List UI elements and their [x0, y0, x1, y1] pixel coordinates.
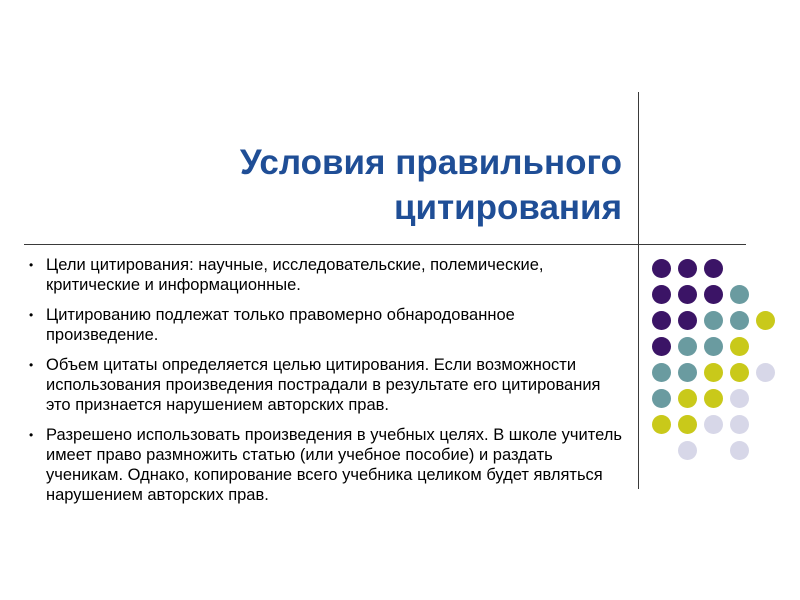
bullet-icon: • — [29, 428, 34, 442]
dot-yellow — [756, 311, 775, 330]
bullet-item — [24, 305, 624, 345]
dot-purple — [704, 259, 723, 278]
dot-purple — [652, 311, 671, 330]
dot-teal — [704, 311, 723, 330]
dot-lavender — [678, 441, 697, 460]
dot-purple — [652, 285, 671, 304]
bullet-text: Цитированию подлежат только правомерно обнародованное произведение. — [46, 306, 515, 344]
dot-yellow — [678, 415, 697, 434]
dot-teal — [730, 285, 749, 304]
dot-purple — [678, 259, 697, 278]
dot-purple — [704, 285, 723, 304]
dot-yellow — [730, 363, 749, 382]
dot-lavender — [730, 415, 749, 434]
horizontal-divider — [24, 244, 746, 245]
bullet-item — [24, 425, 624, 505]
bullet-text: Разрешено использовать произведения в учебных целях. В школе учитель имеет право размножить статью (или учебное пособие) и раздать ученикам. Однако, копирование всего учебника целиком будет являться нарушением авторских прав. — [46, 426, 622, 504]
dot-yellow — [678, 389, 697, 408]
vertical-divider — [638, 92, 639, 489]
dot-lavender — [730, 389, 749, 408]
dot-lavender — [756, 363, 775, 382]
bullet-list — [24, 255, 624, 515]
title-line-1: Условия правильного — [239, 143, 622, 182]
dot-yellow — [652, 415, 671, 434]
dot-teal — [678, 337, 697, 356]
dot-teal — [678, 363, 697, 382]
dot-teal — [652, 389, 671, 408]
dot-lavender — [730, 441, 749, 460]
title-line-2: цитирования — [393, 188, 622, 227]
bullet-icon: • — [29, 358, 34, 372]
bullet-icon: • — [29, 258, 34, 272]
bullet-icon: • — [29, 308, 34, 322]
decorative-dot-grid — [652, 259, 782, 459]
bullet-item — [24, 255, 624, 295]
dot-yellow — [704, 389, 723, 408]
dot-purple — [652, 337, 671, 356]
bullet-text: Цели цитирования: научные, исследовательские, полемические, критические и информационные. — [46, 256, 544, 294]
dot-purple — [678, 285, 697, 304]
dot-purple — [678, 311, 697, 330]
bullet-text: Объем цитаты определяется целью цитирования. Если возможности использования произведения пострадали в результате его цитирования это признается нарушением авторских прав. — [46, 356, 601, 414]
dot-yellow — [704, 363, 723, 382]
dot-teal — [704, 337, 723, 356]
dot-yellow — [730, 337, 749, 356]
bullet-item — [24, 355, 624, 415]
slide-title — [130, 140, 622, 230]
dot-lavender — [704, 415, 723, 434]
dot-teal — [730, 311, 749, 330]
dot-purple — [652, 259, 671, 278]
dot-teal — [652, 363, 671, 382]
